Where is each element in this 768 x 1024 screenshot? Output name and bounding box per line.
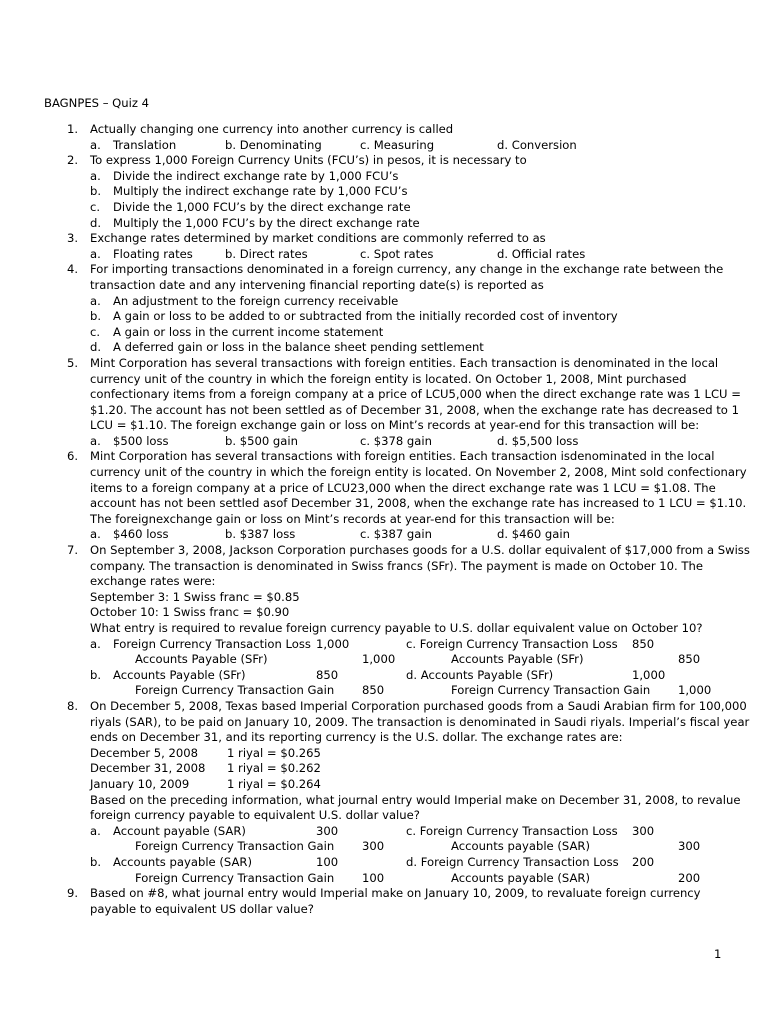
question-text: exchange rates were: [90,574,216,589]
journal-amount: 850 [362,683,385,698]
question-text: On December 5, 2008, Texas based Imperial Corporation purchased goods from a Saudi Arabian firm for 100,000 [90,698,747,713]
question-text: Exchange rates determined by market conditions are commonly referred to as [90,231,546,246]
option-text: A gain or loss in the current income statement [113,324,384,339]
question-text: What entry is required to revalue foreign currency payable to U.S. dollar equivalent value on October 10? [90,621,703,635]
question-text: currency unit of the country in which the foreign entity is located. On November 2, 2008, Mint sold confectionary [90,465,747,480]
option-label: a. [90,823,101,838]
answer-option [0,340,768,356]
journal-amount: 300 [362,839,385,854]
question-number: 9. [67,886,79,901]
question-line [0,403,768,419]
question-line [0,356,768,372]
journal-account: Accounts payable (SAR) [113,854,252,869]
question-text: transaction date and any intervening financial reporting date(s) is reported as [90,277,544,292]
answer-options-row [0,247,768,263]
option-label: a. [90,293,101,308]
journal-account: d. Foreign Currency Transaction Loss [406,854,619,869]
question-line [0,387,768,403]
answer-options-row [0,434,768,450]
question-number: 7. [67,543,79,558]
question-line [0,730,768,746]
answer-option [0,200,768,216]
journal-account: Foreign Currency Transaction Loss [113,636,311,651]
question-line [0,808,768,824]
question-text: Mint Corporation has several transactions with foreign entities. Each transaction is denominated in the local [90,355,719,370]
journal-account: Accounts payable (SAR) [451,839,590,854]
question-text: On September 3, 2008, Jackson Corporation purchases goods for a U.S. dollar equivalent of $17,000 from a Swiss [90,543,750,558]
option-text: b. Direct rates [225,246,308,261]
question-number: 5. [67,355,79,370]
question-line [0,559,768,575]
option-label: a. [90,433,101,448]
exchange-rate-row [0,777,768,793]
journal-amount: 1,000 [362,652,396,667]
option-text: $500 loss [113,433,169,448]
question-text: For importing transactions denominated in a foreign currency, any change in the exchange rate between the [90,262,724,277]
answer-option [0,169,768,185]
question-line [0,481,768,497]
question-text: Based on #8, what journal entry would Imperial make on January 10, 2009, to revaluate foreign currency [90,886,701,901]
option-label: c. [90,324,101,339]
question-text: To express 1,000 Foreign Currency Units (FCU’s) in pesos, it is necessary to [90,153,527,168]
page-number: 1 [714,947,722,961]
question-line [0,512,768,528]
option-text: d. Official rates [497,246,586,261]
question-text: confectionary items from a foreign company at a price of LCU5,000 when the direct exchange rate was 1 LCU = [90,387,741,402]
question-line [0,153,768,169]
journal-account: Accounts Payable (SFr) [451,652,584,667]
question-number: 1. [67,122,79,136]
question-line [0,449,768,465]
journal-account: c. Foreign Currency Transaction Loss [406,636,618,651]
question-line [0,262,768,278]
question-text: Mint Corporation has several transactions with foreign entities. Each transaction isdenominated in the local [90,449,715,464]
journal-account: Accounts Payable (SFr) [113,667,246,682]
question-number: 4. [67,262,79,277]
page-title: BAGNPES – Quiz 4 [44,96,150,110]
question-line [0,418,768,434]
option-text: d. $460 gain [497,527,570,542]
option-text: $460 loss [113,527,169,542]
option-text: Divide the indirect exchange rate by 1,000 FCU’s [113,168,399,183]
question-text: items to a foreign company at a price of LCU23,000 when the direct exchange rate was 1 LCU = $1.08. The [90,480,716,495]
question-number: 3. [67,231,79,246]
question-text: October 10: 1 Swiss franc = $0.90 [90,605,290,620]
option-text: c. Spot rates [360,246,434,261]
question-text: account has not been settled asof December 31, 2008, when the exchange rate has increased to 1 LCU = $1.10. [90,496,747,511]
question-line [0,699,768,715]
answer-option [0,184,768,200]
journal-account: Foreign Currency Transaction Gain [135,870,335,885]
option-label: a. [90,246,101,261]
journal-amount: 850 [316,667,339,682]
question-text: ends on December 31, and its reporting currency is the U.S. dollar. The exchange rates are: [90,730,623,745]
exchange-rate-row [0,761,768,777]
question-text: currency unit of the country in which the foreign entity is located. On October 1, 2008, Mint purchased [90,371,687,386]
question-text: September 3: 1 Swiss franc = $0.85 [90,589,300,604]
rate-date: December 5, 2008 [90,745,199,760]
option-text: Translation [113,137,177,152]
question-line [0,231,768,247]
question-line [0,621,768,637]
option-text: Multiply the 1,000 FCU’s by the direct exchange rate [113,215,420,230]
journal-amount: 200 [678,870,701,885]
option-label: b. [90,667,102,682]
option-label: b. [90,854,102,869]
journal-entry-row [0,871,768,887]
journal-account: Foreign Currency Transaction Gain [451,683,651,698]
option-label: a. [90,168,101,183]
journal-amount: 850 [632,636,655,651]
journal-account: Accounts Payable (SFr) [135,652,268,667]
journal-entry-row [0,683,768,699]
journal-account: Accounts payable (SAR) [451,870,590,885]
question-number: 8. [67,698,79,713]
question-text: LCU = $1.10. The foreign exchange gain or loss on Mint’s records at year-end for this transaction will be: [90,418,700,433]
option-label: b. [90,184,102,199]
option-label: c. [90,199,101,214]
option-text: b. $500 gain [225,433,298,448]
answer-option [0,309,768,325]
question-line [0,886,768,902]
answer-option [0,216,768,232]
option-label: a. [90,137,101,152]
question-line [0,372,768,388]
journal-amount: 1,000 [632,667,666,682]
journal-amount: 100 [362,870,385,885]
journal-account: Account payable (SAR) [113,823,246,838]
question-line [0,543,768,559]
question-text: foreign currency payable to equivalent U.S. dollar value? [90,808,420,823]
journal-entry-row [0,855,768,871]
exchange-rate-row [0,746,768,762]
option-label: b. [90,309,102,324]
option-text: c. $378 gain [360,433,432,448]
option-text: d. $5,500 loss [497,433,579,448]
journal-account: Foreign Currency Transaction Gain [135,683,335,698]
question-line [0,465,768,481]
question-line [0,590,768,606]
question-text: Based on the preceding information, what journal entry would Imperial make on December 31, 2008, to revalue [90,792,741,807]
question-line [0,605,768,621]
journal-amount: 200 [632,854,655,869]
journal-amount: 300 [316,823,339,838]
question-text: $1.20. The account has not been settled as of December 31, 2008, when the exchange rate has decreased to 1 [90,402,739,417]
journal-amount: 1,000 [316,636,350,651]
journal-account: c. Foreign Currency Transaction Loss [406,823,618,838]
rate-date: December 31, 2008 [90,761,206,776]
question-list [0,122,768,917]
option-text: Multiply the indirect exchange rate by 1,000 FCU’s [113,184,408,199]
option-label: a. [90,527,101,542]
journal-amount: 300 [632,823,655,838]
question-text: The foreignexchange gain or loss on Mint’s records at year-end for this transaction will be: [90,511,615,526]
answer-options-row [0,527,768,543]
option-text: A gain or loss to be added to or subtracted from the initially recorded cost of inventory [113,309,618,324]
journal-account: d. Accounts Payable (SFr) [406,667,554,682]
journal-amount: 300 [678,839,701,854]
question-text: company. The transaction is denominated in Swiss francs (SFr). The payment is made on October 10. The [90,558,703,573]
journal-entry-row [0,652,768,668]
question-line [0,793,768,809]
answer-option [0,325,768,341]
question-line [0,122,768,138]
question-line [0,496,768,512]
option-text: Floating rates [113,246,193,261]
journal-entry-row [0,839,768,855]
option-text: Divide the 1,000 FCU’s by the direct exchange rate [113,199,411,214]
question-line [0,715,768,731]
question-number: 2. [67,153,79,168]
journal-amount: 1,000 [678,683,712,698]
option-text: b. $387 loss [225,527,296,542]
rate-value: 1 riyal = $0.265 [227,745,321,760]
option-text: An adjustment to the foreign currency receivable [113,293,399,308]
journal-amount: 850 [678,652,701,667]
option-label: d. [90,340,102,355]
question-text: riyals (SAR), to be paid on January 10, 2009. The transaction is denominated in Saudi riyals. Imperial’s fiscal year [90,714,750,729]
question-text: Actually changing one currency into another currency is called [90,122,454,136]
question-text: payable to equivalent US dollar value? [90,901,314,916]
option-text: A deferred gain or loss in the balance sheet pending settlement [113,340,484,355]
answer-options-row [0,138,768,154]
journal-amount: 100 [316,854,339,869]
option-text: c. $387 gain [360,527,432,542]
rate-value: 1 riyal = $0.264 [227,776,321,791]
question-line [0,902,768,918]
journal-entry-row [0,637,768,653]
option-label: d. [90,215,102,230]
journal-entry-row [0,824,768,840]
question-number: 6. [67,449,79,464]
option-text: b. Denominating [225,137,322,152]
option-text: c. Measuring [360,137,435,152]
option-text: d. Conversion [497,137,577,152]
answer-option [0,294,768,310]
rate-date: January 10, 2009 [90,776,190,791]
rate-value: 1 riyal = $0.262 [227,761,321,776]
option-label: a. [90,636,101,651]
journal-account: Foreign Currency Transaction Gain [135,839,335,854]
question-line [0,278,768,294]
question-line [0,574,768,590]
journal-entry-row [0,668,768,684]
